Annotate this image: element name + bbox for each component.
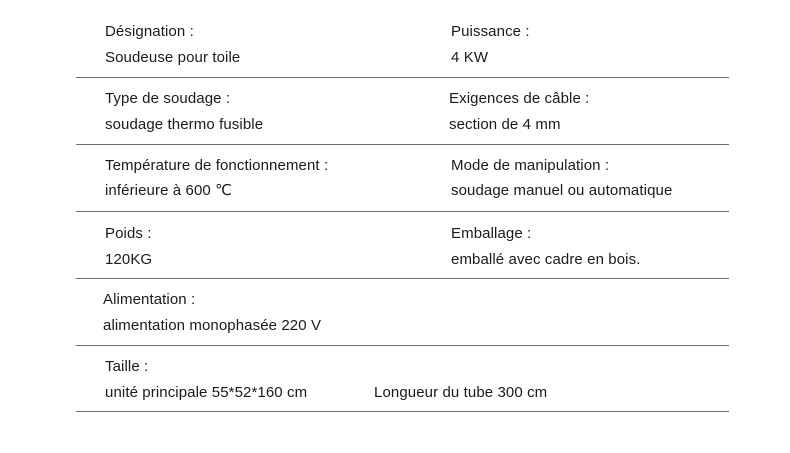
row-divider (76, 144, 729, 145)
puissance-label: Puissance : (451, 23, 530, 40)
poids-value: 120KG (105, 251, 153, 268)
taille-unite-principale: unité principale 55*52*160 cm (105, 384, 308, 401)
taille-label: Taille : (105, 358, 149, 375)
emballage-value: emballé avec cadre en bois. (451, 251, 641, 268)
temperature-value: inférieure à 600 ℃ (105, 182, 233, 199)
row-divider (76, 278, 729, 279)
temperature-label: Température de fonctionnement : (105, 157, 329, 174)
row-divider (76, 345, 729, 346)
emballage-label: Emballage : (451, 225, 532, 242)
mode-manipulation-value: soudage manuel ou automatique (451, 182, 673, 199)
row-divider (76, 211, 729, 212)
exigences-cable-label: Exigences de câble : (449, 90, 590, 107)
row-divider (76, 411, 729, 412)
puissance-value: 4 KW (451, 49, 489, 66)
designation-value: Soudeuse pour toile (105, 49, 241, 66)
alimentation-value: alimentation monophasée 220 V (103, 317, 322, 334)
taille-longueur-tube: Longueur du tube 300 cm (374, 384, 548, 401)
row-divider (76, 77, 729, 78)
mode-manipulation-label: Mode de manipulation : (451, 157, 610, 174)
exigences-cable-value: section de 4 mm (449, 116, 561, 133)
alimentation-label: Alimentation : (103, 291, 196, 308)
designation-label: Désignation : (105, 23, 194, 40)
type-soudage-label: Type de soudage : (105, 90, 231, 107)
poids-label: Poids : (105, 225, 152, 242)
type-soudage-value: soudage thermo fusible (105, 116, 264, 133)
